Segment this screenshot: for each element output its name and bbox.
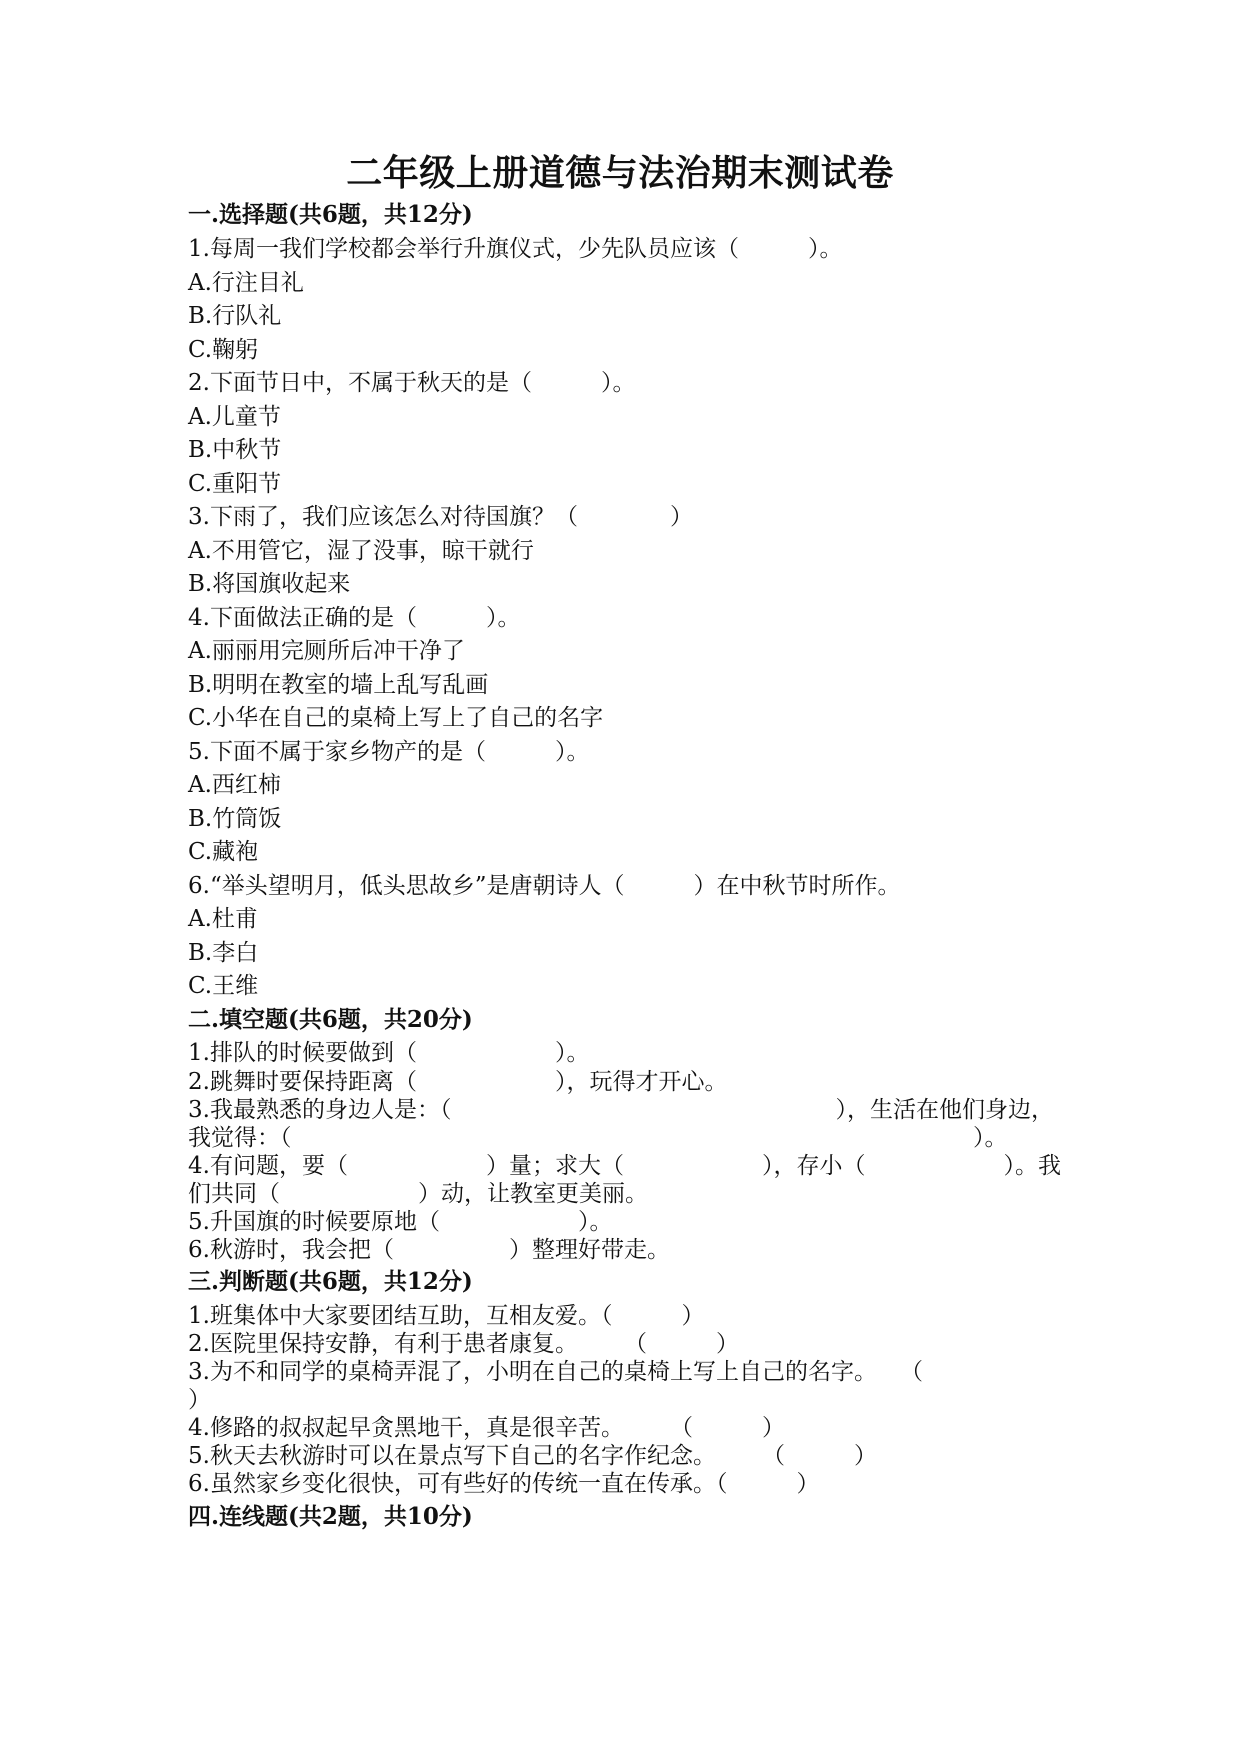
choice-option: A.丽丽用完厕所后冲干净了 bbox=[188, 638, 465, 664]
page-title: 二年级上册道德与法治期末测试卷 bbox=[346, 152, 894, 194]
fill-question-3-part: 3.我最熟悉的身边人是：（ bbox=[188, 1097, 452, 1123]
judge-question-3-line-1: 3.为不和同学的桌椅弄混了，小明在自己的桌椅上写上自己的名字。 （ bbox=[188, 1359, 923, 1385]
section-heading-choice: 一.选择题(共6题，共12分) bbox=[188, 201, 473, 228]
fill-question-3-part: ）。 bbox=[973, 1125, 1008, 1151]
section-heading-judge: 三.判断题(共6题，共12分) bbox=[188, 1268, 473, 1295]
choice-option: C.重阳节 bbox=[188, 471, 282, 497]
choice-question-4: 4.下面做法正确的是（ ）。 bbox=[188, 605, 521, 631]
judge-question-3-line-2: ） bbox=[188, 1387, 211, 1413]
fill-question-5: 5.升国旗的时候要原地（ ）。 bbox=[188, 1209, 613, 1235]
choice-question-1: 1.每周一我们学校都会举行升旗仪式，少先队员应该（ ）。 bbox=[188, 236, 843, 262]
choice-option: C.鞠躬 bbox=[188, 337, 259, 363]
choice-question-2: 2.下面节日中，不属于秋天的是（ ）。 bbox=[188, 370, 636, 396]
choice-option: B.李白 bbox=[188, 940, 259, 966]
judge-question-2: 2.医院里保持安静，有利于患者康复。 （ ） bbox=[188, 1331, 739, 1357]
choice-option: A.行注目礼 bbox=[188, 270, 304, 296]
section-heading-match: 四.连线题(共2题，共10分) bbox=[188, 1503, 473, 1530]
judge-question-6: 6.虽然家乡变化很快，可有些好的传统一直在传承。（ ） bbox=[188, 1471, 820, 1497]
fill-question-3-part: ），生活在他们身边， bbox=[835, 1097, 1054, 1123]
fill-question-4-line-2: 们共同（ ）动，让教室更美丽。 bbox=[188, 1181, 648, 1207]
choice-option: B.明明在教室的墙上乱写乱画 bbox=[188, 672, 489, 698]
choice-option: B.将国旗收起来 bbox=[188, 571, 351, 597]
fill-question-3-line-2 bbox=[188, 1124, 1054, 1152]
fill-question-1: 1.排队的时候要做到（ ）。 bbox=[188, 1040, 590, 1066]
fill-question-6: 6.秋游时，我会把（ ）整理好带走。 bbox=[188, 1237, 670, 1263]
judge-question-4: 4.修路的叔叔起早贪黑地干，真是很辛苦。 （ ） bbox=[188, 1415, 785, 1441]
choice-option: B.中秋节 bbox=[188, 437, 282, 463]
choice-option: A.杜甫 bbox=[188, 906, 258, 932]
fill-question-4-line-1: 4.有问题，要（ ）量；求大（ ），存小（ ）。我 bbox=[188, 1153, 1061, 1179]
judge-question-5: 5.秋天去秋游时可以在景点写下自己的名字作纪念。 （ ） bbox=[188, 1443, 877, 1469]
judge-question-1: 1.班集体中大家要团结互助，互相友爱。（ ） bbox=[188, 1303, 705, 1329]
section-heading-fill: 二.填空题(共6题，共20分) bbox=[188, 1006, 473, 1033]
choice-question-5: 5.下面不属于家乡物产的是（ ）。 bbox=[188, 739, 590, 765]
choice-option: B.竹筒饭 bbox=[188, 806, 282, 832]
choice-option: C.藏袍 bbox=[188, 839, 259, 865]
fill-question-3-line-1 bbox=[188, 1096, 1054, 1124]
fill-question-2: 2.跳舞时要保持距离（ ），玩得才开心。 bbox=[188, 1069, 728, 1095]
choice-option: A.儿童节 bbox=[188, 404, 281, 430]
choice-option: A.不用管它，湿了没事，晾干就行 bbox=[188, 538, 534, 564]
choice-question-3: 3.下雨了，我们应该怎么对待国旗？（ ） bbox=[188, 504, 693, 530]
choice-option: A.西红柿 bbox=[188, 772, 281, 798]
choice-option: B.行队礼 bbox=[188, 303, 282, 329]
choice-option: C.王维 bbox=[188, 973, 259, 999]
choice-question-6: 6.“举头望明月，低头思故乡”是唐朝诗人（ ）在中秋节时所作。 bbox=[188, 873, 901, 899]
fill-question-3-part: 我觉得：（ bbox=[188, 1125, 292, 1151]
choice-option: C.小华在自己的桌椅上写上了自己的名字 bbox=[188, 705, 604, 731]
